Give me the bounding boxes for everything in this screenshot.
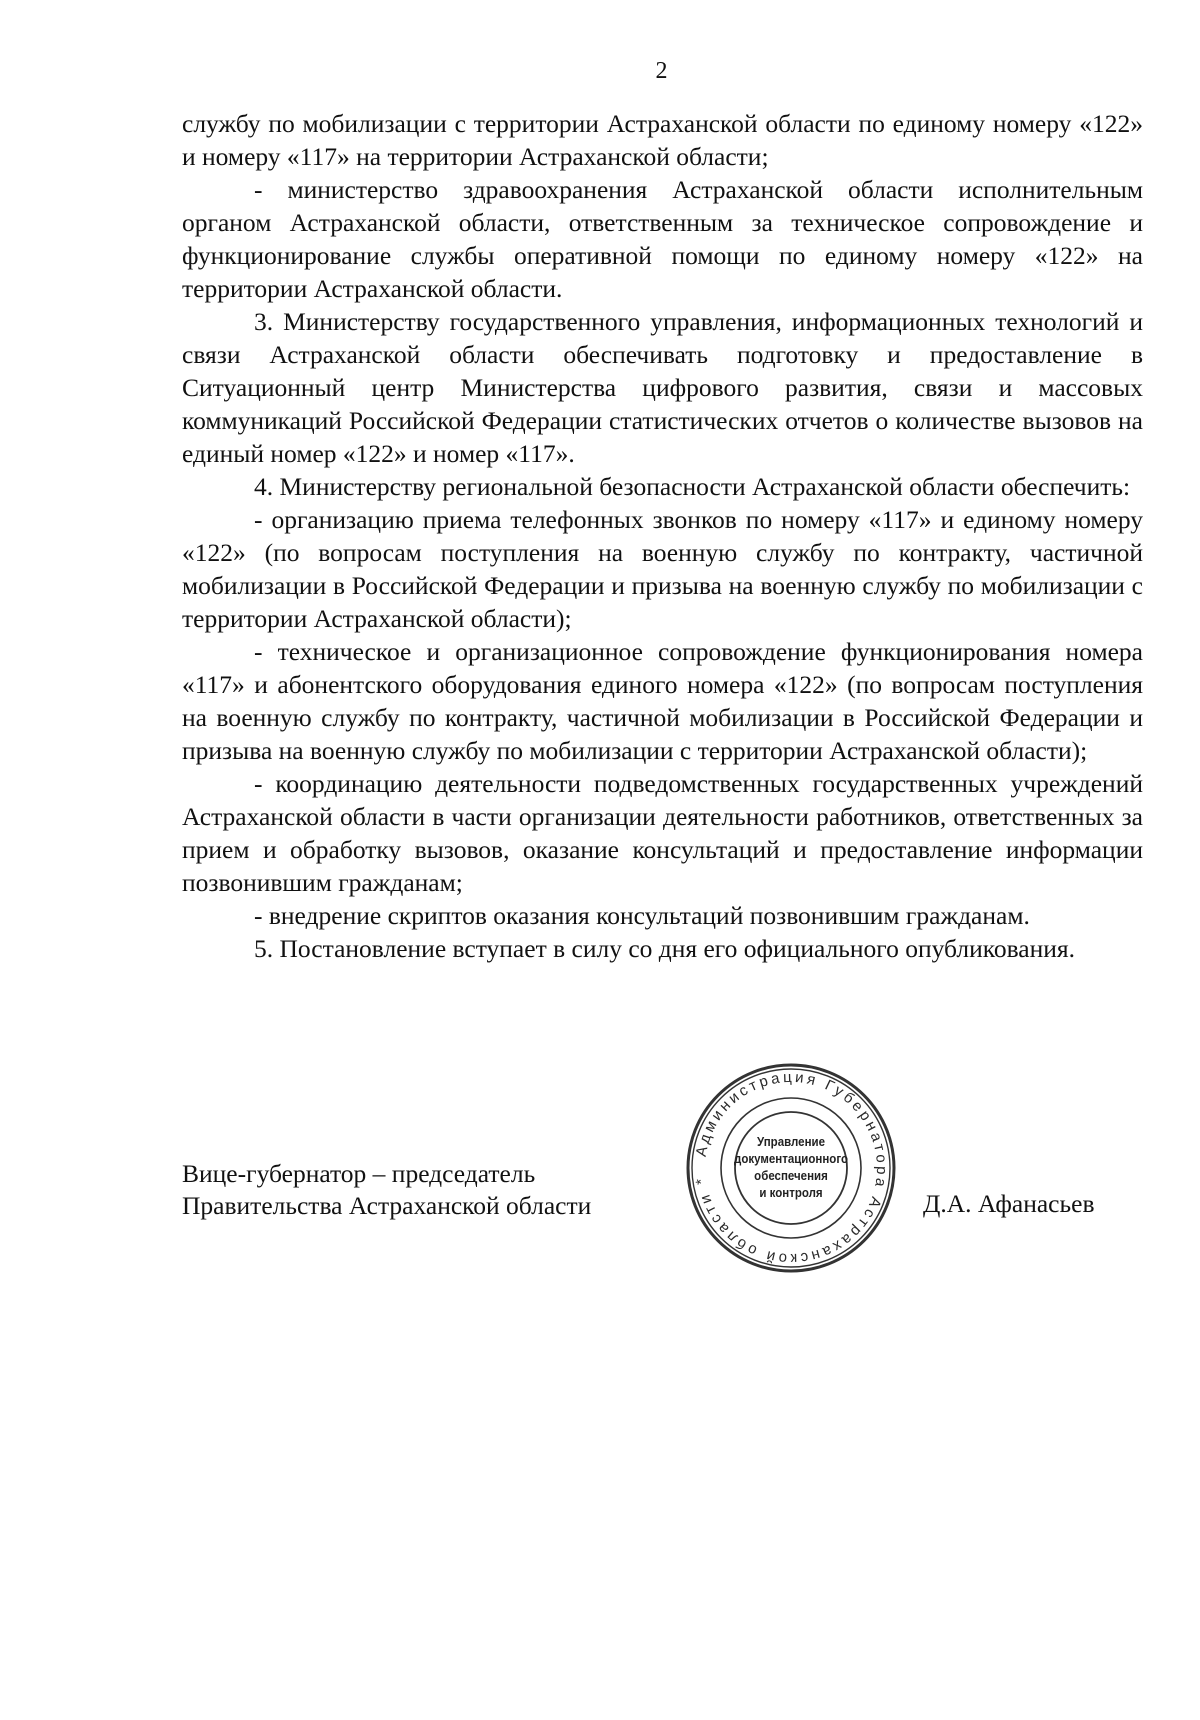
paragraph: - координацию деятельности подведомственных государственных учреждений Астраханской области в части организации деятельности работников, ответственных за прием и обработку вызовов, оказание консультаций и предоставление информации позвонившим гражданам; xyxy=(182,769,1143,897)
paragraph: - внедрение скриптов оказания консультаций позвонившим гражданам. xyxy=(254,901,1030,930)
signatory-name: Д.А. Афанасьев xyxy=(923,1189,1095,1218)
official-seal xyxy=(681,1058,901,1278)
signatory-position xyxy=(182,1158,591,1222)
paragraph: 4. Министерству региональной безопасности Астраханской области обеспечить: xyxy=(254,472,1131,501)
seal-ring-text: Администрация Губернатора Астраханской области * xyxy=(692,1068,891,1268)
page-number: 2 xyxy=(655,58,668,84)
paragraph: службу по мобилизации с территории Астраханской области по единому номеру «122» и номеру «117» на территории Астраханской области; xyxy=(182,109,1143,171)
signatory-position-line: Вице-губернатор – председатель xyxy=(182,1159,536,1188)
seal-center-line: документационного xyxy=(734,1152,848,1166)
signatory-position-line: Правительства Астраханской области xyxy=(182,1191,592,1220)
paragraph: - министерство здравоохранения Астраханской области исполнительным органом Астраханской области, ответственным за техническое сопровождение и функционирование службы оперативной помощи по единому номеру «122» на территории Астраханской области. xyxy=(182,175,1143,303)
paragraph: 5. Постановление вступает в силу со дня его официального опубликования. xyxy=(254,934,1075,963)
signature-block xyxy=(0,1158,1200,1278)
document-body xyxy=(182,107,1143,965)
seal-center-text xyxy=(734,1118,848,1218)
seal-center-line: и контроля xyxy=(759,1186,823,1200)
seal-center-line: Управление xyxy=(757,1135,825,1149)
paragraph: - техническое и организационное сопровождение функционирования номера «117» и абонентского оборудования единого номера «122» (по вопросам поступления на военную службу по контракту, частичной мобилизации в Российской Федерации и призыва на военную службу по мобилизации с территории Астраханской области); xyxy=(182,637,1143,765)
seal-center-line: обеспечения xyxy=(754,1169,828,1183)
paragraph: 3. Министерству государственного управления, информационных технологий и связи Астраханской области обеспечивать подготовку и предоставление в Ситуационный центр Министерства цифрового развития, связи и массовых коммуникаций Российской Федерации статистических отчетов о количестве вызовов на единый номер «122» и номер «117». xyxy=(182,307,1143,468)
paragraph: - организацию приема телефонных звонков по номеру «117» и единому номеру «122» (по вопросам поступления на военную службу по контракту, частичной мобилизации в Российской Федерации и призыва на военную службу по мобилизации с территории Астраханской области); xyxy=(182,505,1143,633)
